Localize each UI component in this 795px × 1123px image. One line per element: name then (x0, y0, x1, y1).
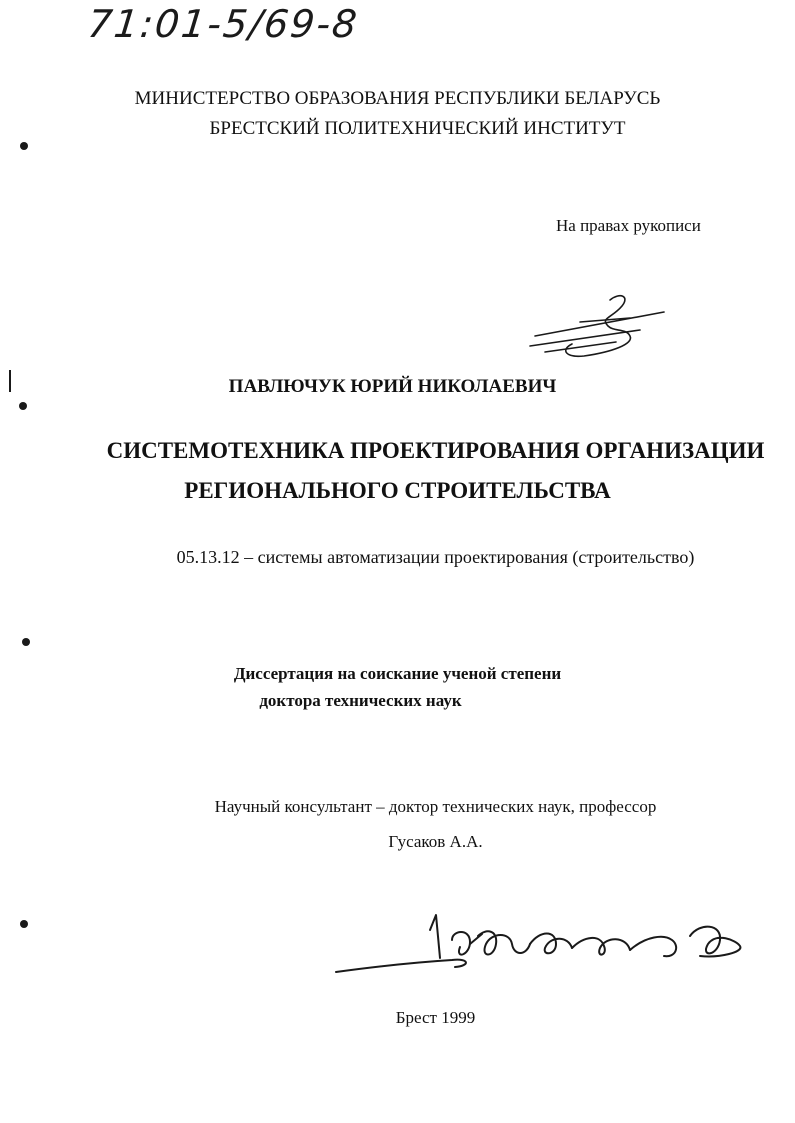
binding-hole-mark (22, 638, 30, 646)
signature-underline (336, 960, 466, 972)
consultant-title: Научный консультант – доктор технических наук, профессор (214, 797, 657, 816)
dissertation-line-1: Диссертация на соискание ученой степени (233, 664, 562, 683)
margin-line-mark (9, 370, 11, 392)
binding-hole-mark (19, 402, 27, 410)
signature-stroke-line-1 (535, 312, 664, 336)
signature-stroke-8 (470, 934, 482, 944)
ministry-heading: МИНИСТЕРСТВО ОБРАЗОВАНИЯ РЕСПУБЛИКИ БЕЛАРУСЬ (134, 88, 661, 109)
binding-hole-mark (20, 920, 28, 928)
signature-stroke-line-3 (545, 342, 616, 352)
signature-stroke-1 (430, 915, 440, 958)
manuscript-note: На правах рукописи (556, 216, 701, 235)
binding-hole-mark (20, 142, 28, 150)
signature-stroke-2 (452, 932, 470, 955)
signature-stroke-line-2 (530, 330, 640, 346)
signature-stroke-5 (572, 938, 630, 955)
signature-stroke-3 (478, 931, 530, 954)
signature-stroke-4 (530, 934, 572, 954)
thesis-title-line-1: СИСТЕМОТЕХНИКА ПРОЕКТИРОВАНИЯ ОРГАНИЗАЦИИ (106, 438, 765, 463)
archive-number: 71:01-5/69-8 (85, 2, 361, 46)
thesis-title-line-2: РЕГИОНАЛЬНОГО СТРОИТЕЛЬСТВА (184, 478, 611, 503)
author-name: ПАВЛЮЧУК ЮРИЙ НИКОЛАЕВИЧ (228, 376, 557, 397)
signature-stroke-line-4 (580, 318, 630, 322)
city-year: Брест 1999 (395, 1008, 476, 1027)
signature-stroke-main (566, 296, 631, 357)
consultant-name: Гусаков А.А. (388, 832, 483, 851)
signature-stroke-6 (630, 937, 676, 956)
signature-stroke-7 (690, 927, 740, 957)
institute-heading: БРЕСТСКИЙ ПОЛИТЕХНИЧЕСКИЙ ИНСТИТУТ (209, 118, 626, 139)
dissertation-line-2: доктора технических наук (259, 691, 462, 710)
specialty-code: 05.13.12 – системы автоматизации проектирования (строительство) (176, 547, 695, 567)
